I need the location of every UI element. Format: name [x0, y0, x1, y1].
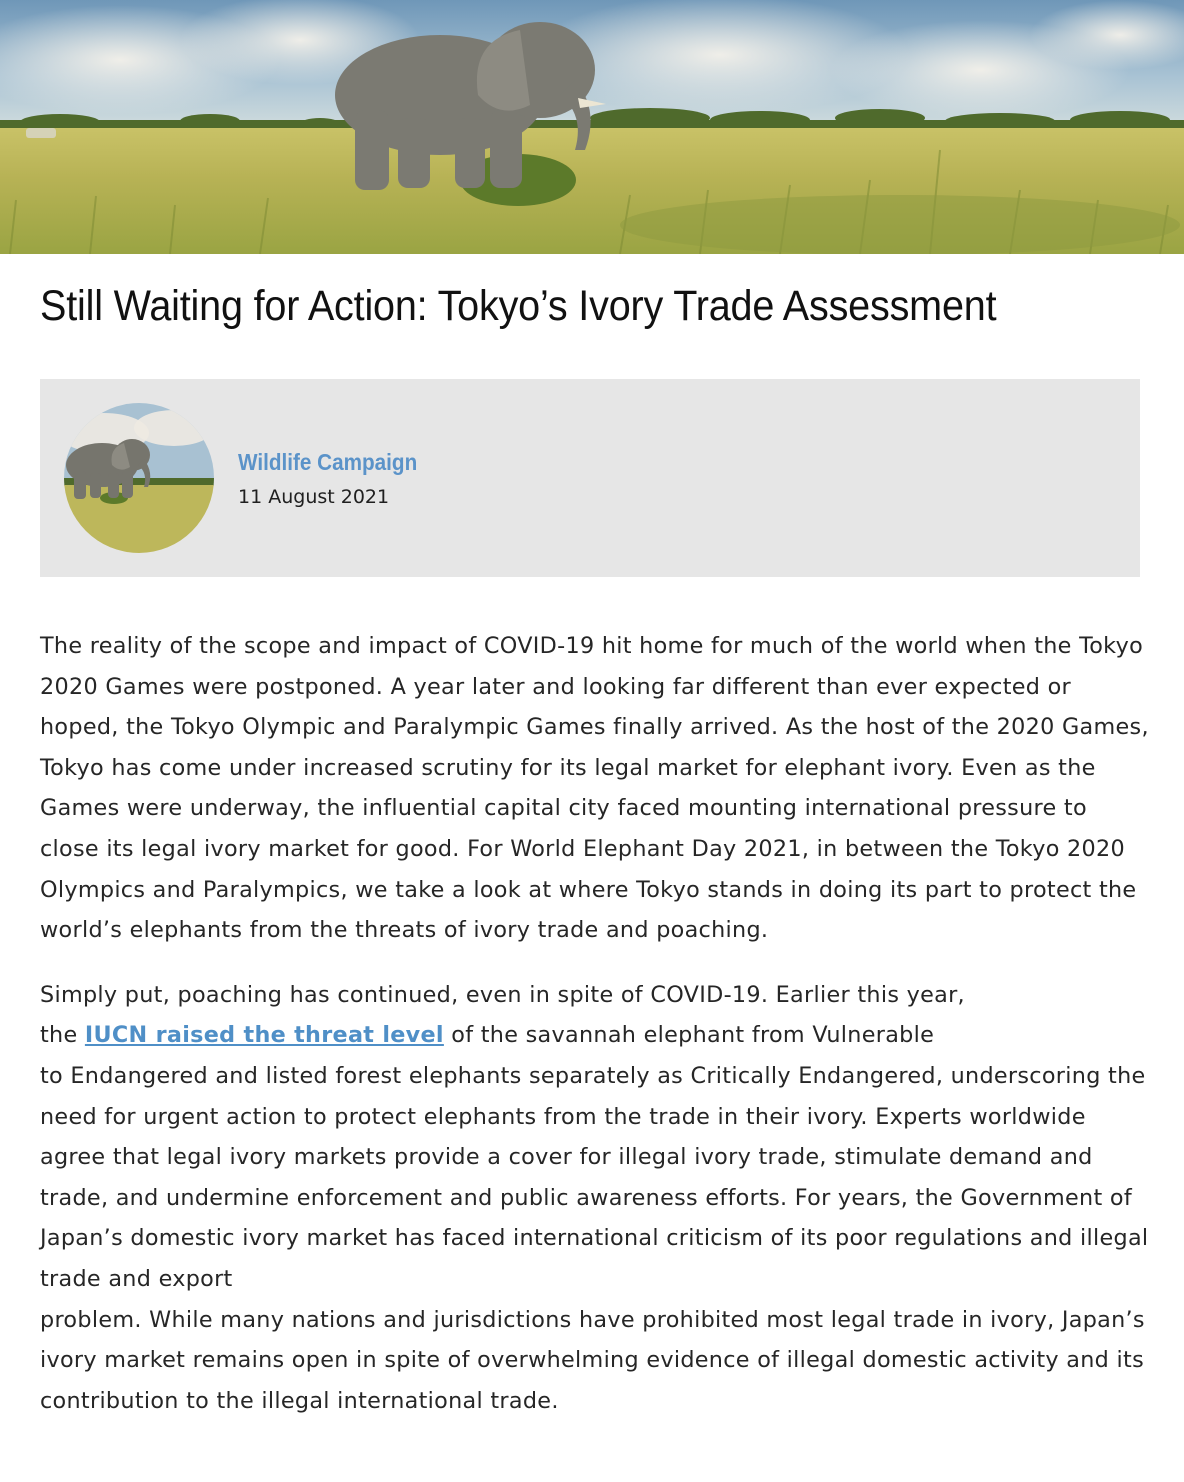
paragraph	[40, 975, 1150, 1422]
page-title: Still Waiting for Action: Tokyo’s Ivory Trade Assessment	[40, 282, 997, 330]
author-box	[40, 379, 1140, 577]
article-body	[40, 626, 1150, 1445]
paragraph-text: Simply put, poaching has continued, even in spite of COVID-19. Earlier this year,	[40, 981, 965, 1008]
publish-date: 11 August 2021	[238, 486, 390, 508]
paragraph-text: of the savannah elephant from Vulnerable	[443, 1022, 935, 1049]
paragraph-text: to Endangered and listed forest elephants separately as Critically Endangered, underscoring the need for urgent action to protect elephants from the trade in their ivory. Experts worldwide agree that legal ivory markets provide a cover for illegal ivory trade, stimulate demand and trade, and undermine enforcement and public awareness efforts. For years, the Government of Japan’s domestic ivory market has faced international criticism of its poor regulations and illegal trade and export	[40, 1062, 1149, 1292]
paragraph: The reality of the scope and impact of COVID-19 hit home for much of the world when the Tokyo 2020 Games were postponed. A year later and looking far different than ever expected or hoped, the Tokyo Olympic and Paralympic Games finally arrived. As the host of the 2020 Games, Tokyo has come under increased scrutiny for its legal market for elephant ivory. Even as the Games were underway, the influential capital city faced mounting international pressure to close its legal ivory market for good. For World Elephant Day 2021, in between the Tokyo 2020 Olympics and Paralympics, we take a look at where Tokyo stands in doing its part to protect the world’s elephants from the threats of ivory trade and poaching.	[40, 633, 1149, 944]
hero-image	[0, 0, 1184, 254]
author-name-link[interactable]: Wildlife Campaign	[238, 449, 418, 475]
elephant-avatar-image	[64, 403, 214, 553]
paragraph-text: problem. While many nations and jurisdictions have prohibited most legal trade in ivory, Japan’s ivory market remains open in spite of overwhelming evidence of illegal domestic activity and its contribution to the illegal international trade.	[40, 1306, 1145, 1414]
elephant-savanna-banner	[0, 0, 1184, 254]
iucn-threat-level-link[interactable]: IUCN raised the threat level	[84, 1022, 444, 1049]
paragraph-text: the	[40, 1022, 85, 1049]
avatar	[64, 403, 214, 553]
